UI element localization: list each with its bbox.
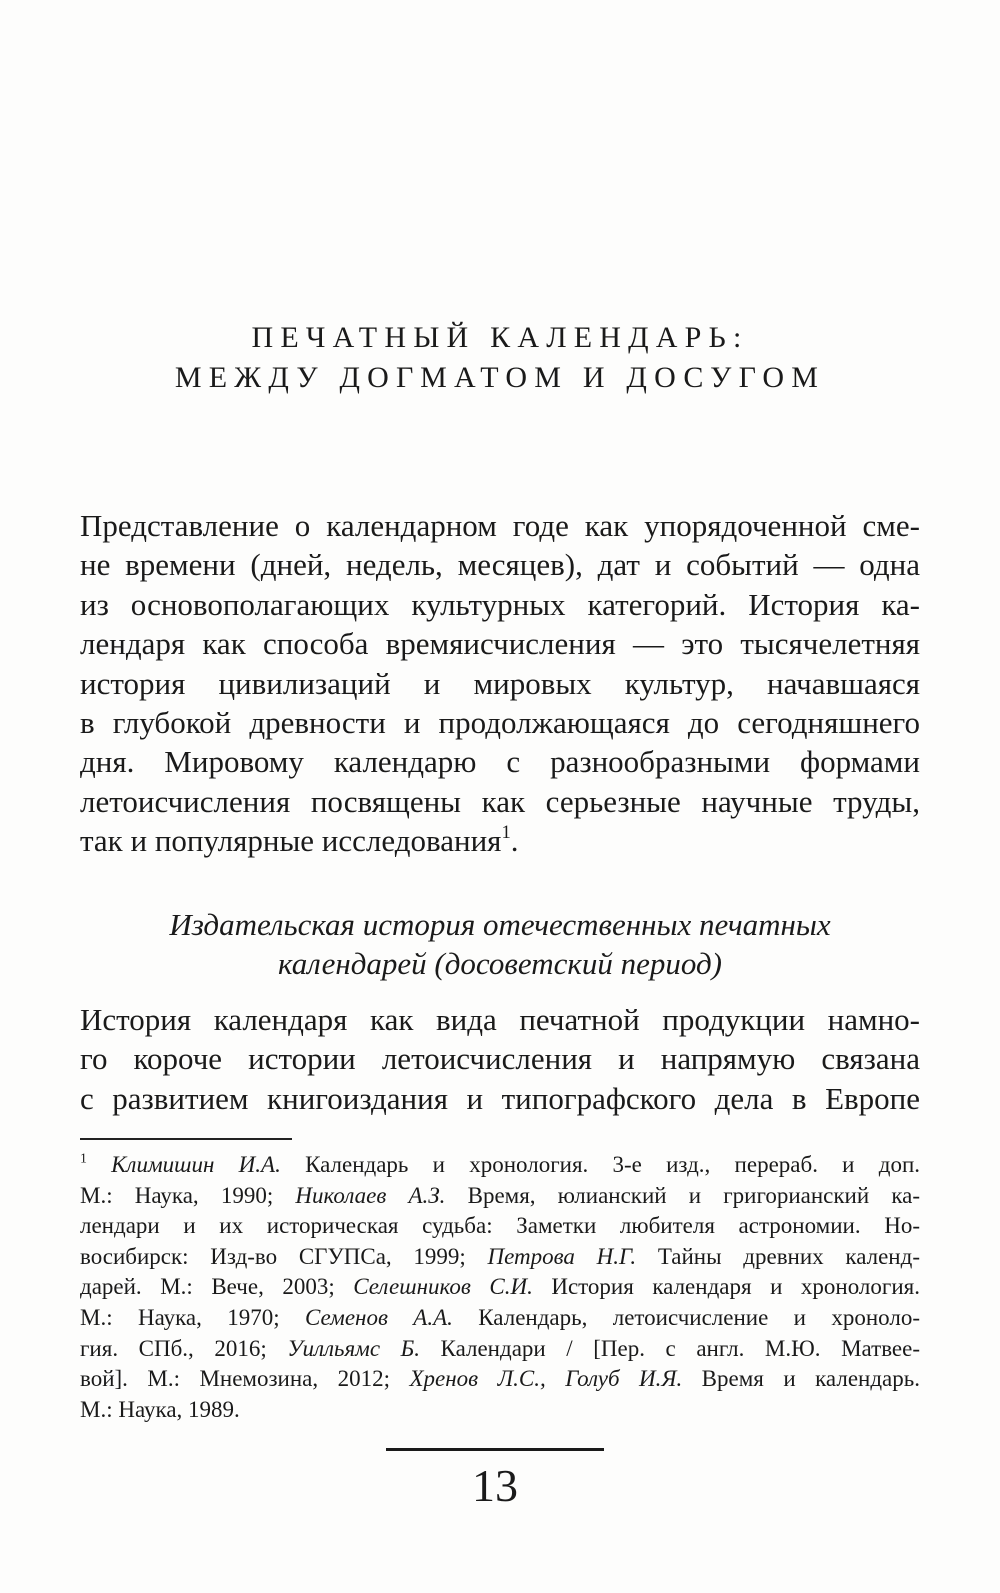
page-number: 13 [472, 1460, 518, 1511]
footnote-text: лендари и их историческая судьба: Заметки любителя астрономии. Но- [80, 1213, 920, 1239]
footnote-text: М.: Наука, 1990; [80, 1182, 296, 1208]
section-heading-line-1: Издательская история отечественных печатных [169, 907, 831, 942]
paragraph-line: лендаря как способа времяисчисления — это тысячелетняя [80, 626, 920, 662]
paragraph-line: летоисчисления посвящены как серьезные научные труды, [80, 783, 920, 819]
footnote-text: Время, юлианский и григорианский ка- [445, 1182, 921, 1208]
section-heading-line-2: календарей (досоветский период) [278, 946, 722, 981]
footnote-line [80, 1181, 920, 1212]
footnote [80, 1150, 920, 1425]
footnote-divider [80, 1138, 292, 1140]
footnote-text: М.: Наука, 1970; [80, 1304, 306, 1330]
footnote-line [80, 1364, 920, 1395]
footnote-text: Календари / [Пер. с англ. М.Ю. Матвее- [419, 1335, 920, 1361]
footnote-text: гия. СПб., 2016; [80, 1335, 288, 1361]
footnote-text: дарей. М.: Вече, 2003; [80, 1274, 354, 1300]
footnote-line [80, 1303, 920, 1334]
page-number-rule [386, 1448, 604, 1451]
footnote-line [80, 1211, 920, 1242]
paragraph-line: го короче истории летоисчисления и напрямую связана [80, 1041, 920, 1077]
footnote-author: Селешников С.И. [353, 1274, 533, 1300]
chapter-title-line-1: ПЕЧАТНЫЙ КАЛЕНДАРЬ: [251, 321, 749, 354]
section-heading [80, 905, 920, 983]
footnote-text: восибирск: Изд-во СГУПСа, 1999; [80, 1243, 488, 1269]
paragraph-line: История календаря как вида печатной продукции намно- [80, 1002, 920, 1037]
chapter-title-line-2: МЕЖДУ ДОГМАТОМ И ДОСУГОМ [174, 361, 826, 394]
paragraph-line-last [80, 821, 920, 860]
section-paragraph [80, 1000, 920, 1118]
footnote-author: Уилльямс Б. [287, 1335, 420, 1361]
paragraph-line: Представление о календарном годе как упорядоченной сме- [80, 508, 920, 543]
paragraph-end-punctuation: . [510, 823, 519, 859]
footnote-reference[interactable]: 1 [501, 822, 511, 844]
footnote-author: Петрова Н.Г. [487, 1243, 637, 1269]
intro-paragraph [80, 506, 920, 861]
footnote-line [80, 1272, 920, 1303]
paragraph-line: в глубокой древности и продолжающаяся до сегодняшнего [80, 705, 920, 741]
footnote-line [80, 1150, 920, 1181]
footnote-text: вой]. М.: Мнемозина, 2012; [80, 1366, 410, 1392]
footnote-author: Климишин И.А. [111, 1152, 281, 1177]
footnote-author: Хренов Л.С., Голуб И.Я. [409, 1366, 683, 1392]
footnote-line [80, 1395, 920, 1426]
paragraph-line: дня. Мировому календарю с разнообразными формами [80, 744, 920, 780]
footnote-marker: 1 [80, 1150, 87, 1166]
paragraph-line-text: так и популярные исследования [80, 823, 502, 859]
paragraph-line: из основополагающих культурных категорий. История ка- [80, 586, 920, 622]
footnote-line [80, 1334, 920, 1365]
footnote-text: Время и календарь. [682, 1366, 920, 1392]
paragraph-line: с развитием книгоиздания и типографского дела в Европе [80, 1080, 920, 1116]
footnote-text: Календарь и хронология. 3-е изд., перераб. и доп. [280, 1152, 921, 1177]
paragraph-line: не времени (дней, недель, месяцев), дат и событий — одна [80, 547, 920, 583]
footnote-author: Семенов А.А. [305, 1304, 453, 1330]
chapter-title [80, 318, 920, 398]
footnote-text: Тайны древних календ- [636, 1243, 920, 1269]
footnote-text: М.: Наука, 1989. [80, 1396, 240, 1422]
footnote-text: Календарь, летоисчисление и хроноло- [452, 1304, 920, 1330]
footnote-line [80, 1242, 920, 1273]
paragraph-line: история цивилизаций и мировых культур, начавшаяся [80, 665, 920, 701]
footnote-text: История календаря и хронология. [532, 1274, 920, 1300]
footnote-author: Николаев А.З. [295, 1182, 446, 1208]
